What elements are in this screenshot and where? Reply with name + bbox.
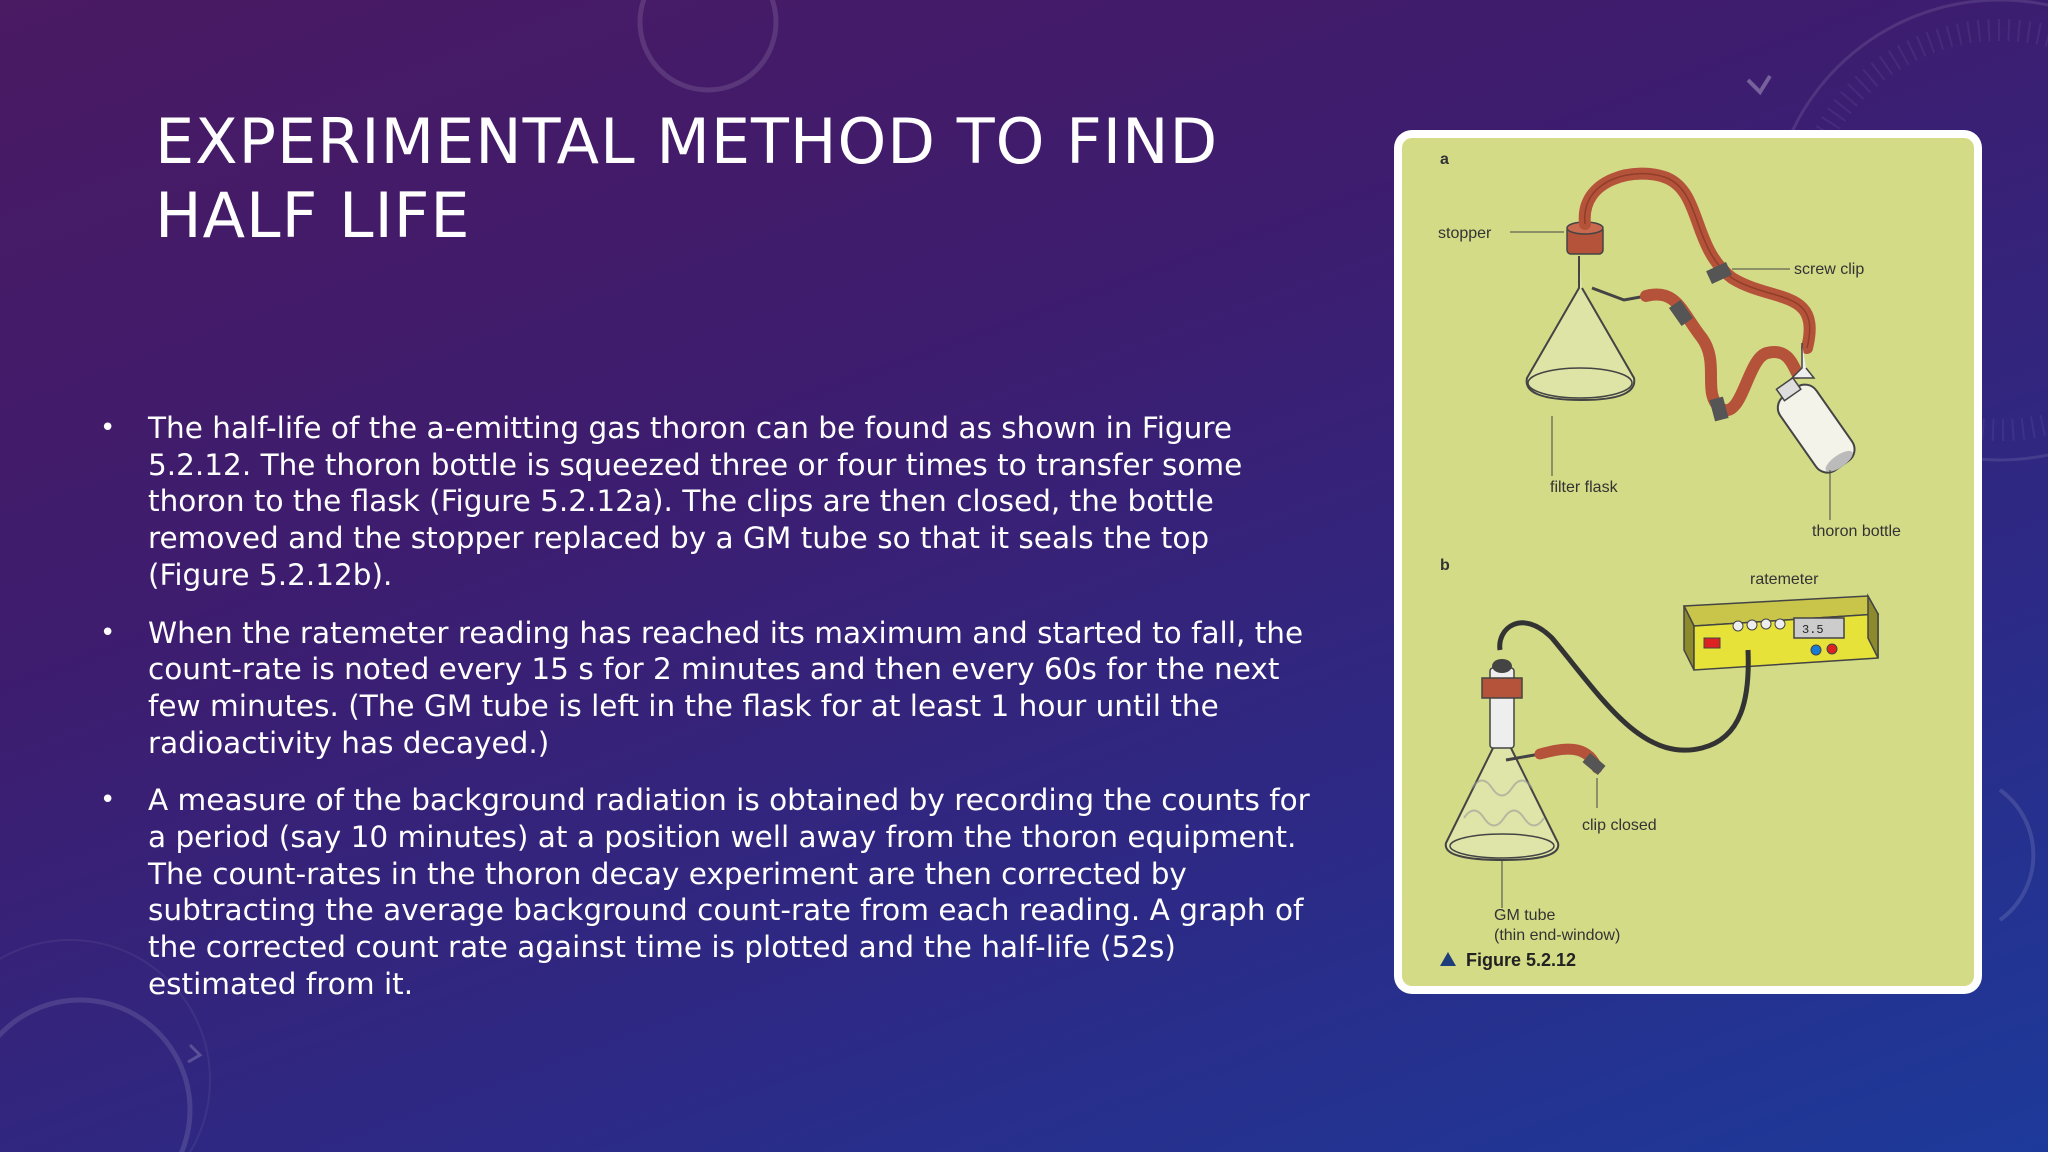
thoron-bottle-icon xyxy=(1767,371,1861,479)
apparatus-diagram xyxy=(1402,138,1974,986)
bullet-list xyxy=(100,410,1310,1024)
triangle-icon xyxy=(1440,952,1456,966)
bullet-text: The half-life of the a-emitting gas thoron can be found as shown in Figure 5.2.12. The thoron bottle is squeezed three or four times to transfer some thoron to the flask (Figure 5.2.12a). The clips are then closed, the bottle removed and the stopper replaced by a GM tube so that it seals the top (Figure 5.2.12b). xyxy=(148,411,1243,592)
panel-b-label: b xyxy=(1440,557,1450,574)
panel-a-label: a xyxy=(1440,151,1449,168)
ratemeter-icon xyxy=(1684,596,1878,670)
bullet-text: A measure of the background radiation is obtained by recording the counts for a period (say 10 minutes) at a position well away from the thoron equipment. The count-rates in the thoron decay experiment are then corrected by subtracting the average background count-rate from each reading. A graph of the corrected count rate against time is plotted and the half-life (52s) estimated from it. xyxy=(148,783,1310,1001)
ratemeter-display: 3.5 xyxy=(1802,623,1824,637)
slide-title: EXPERIMENTAL METHOD TO FIND HALF LIFE xyxy=(155,105,1219,252)
gm-tube-note: (thin end-window) xyxy=(1494,927,1621,944)
ratemeter-label: ratemeter xyxy=(1750,571,1819,588)
filter-flask-icon xyxy=(1527,256,1635,400)
bullet-item xyxy=(100,782,1310,1002)
figure-caption: Figure 5.2.12 xyxy=(1466,950,1577,970)
bullet-icon: • xyxy=(100,617,116,648)
clip-closed-label: clip closed xyxy=(1582,817,1657,834)
screw-clip-label: screw clip xyxy=(1794,261,1865,278)
bullet-icon: • xyxy=(100,413,116,443)
gm-tube-label: GM tube xyxy=(1494,907,1556,924)
bullet-icon: • xyxy=(100,785,116,816)
bullet-text: When the ratemeter reading has reached its maximum and started to fall, the count-rate is noted every 15 s for 2 minutes and then every 60s for the next few minutes. (The GM tube is left in the flask for at least 1 hour until the radioactivity has decayed.) xyxy=(148,615,1304,760)
figure-image xyxy=(1402,138,1974,986)
figure-card xyxy=(1394,130,1982,994)
stopper-label: stopper xyxy=(1438,225,1492,242)
screw-clip-icon xyxy=(1709,397,1728,422)
thoron-bottle-label: thoron bottle xyxy=(1812,523,1901,540)
bullet-item xyxy=(100,615,1310,762)
filter-flask-label: filter flask xyxy=(1550,479,1618,496)
bullet-item xyxy=(100,410,1310,594)
